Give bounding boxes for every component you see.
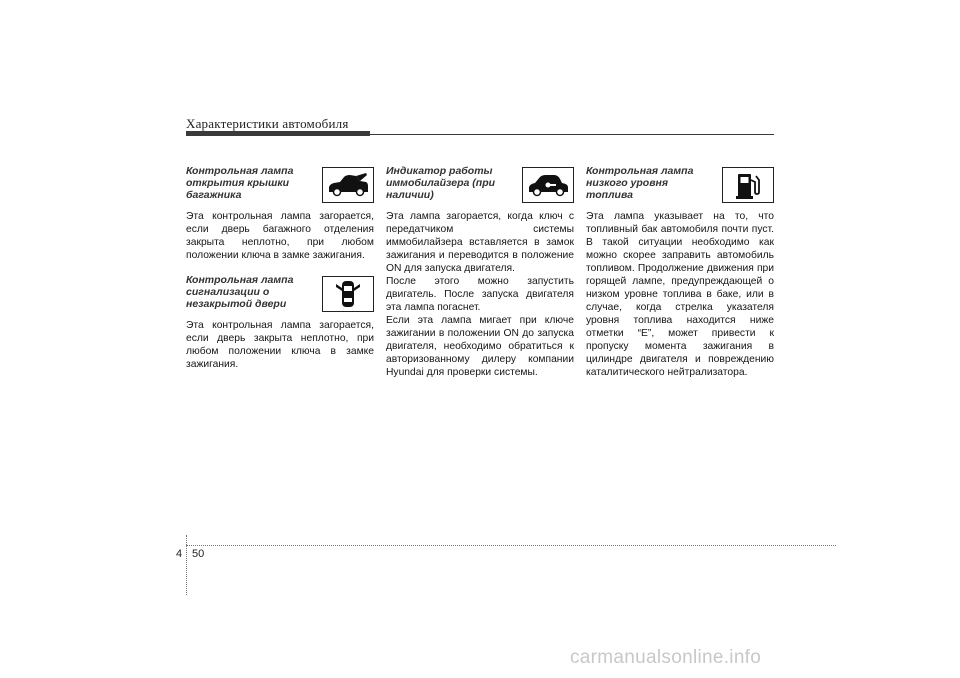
paragraph: Эта контрольная лампа загорается, если дверь багажного отделения закрыта неплотно, при любом положении ключа в замке зажигания. — [186, 211, 374, 261]
footer-vertical-divider — [186, 535, 187, 595]
fuel-pump-icon — [722, 167, 774, 203]
section-title: Индикатор работы иммобилайзера (при наличии) — [386, 165, 496, 201]
section-body — [386, 210, 574, 379]
page-number-value: 50 — [192, 548, 205, 560]
column-2 — [386, 165, 574, 379]
paragraph: Если эта лампа мигает при ключе зажигании в положении ON до запуска двигателя, необходимо обратиться к авторизованному дилеру компании Hyundai для проверки системы. — [386, 315, 574, 378]
section-body — [586, 210, 774, 379]
trunk-open-icon — [322, 167, 374, 203]
trunk-warning-section — [186, 165, 374, 262]
watermark: carmanualsonline.info — [570, 647, 762, 668]
column-1 — [186, 165, 374, 371]
section-body — [186, 210, 374, 262]
section-body — [186, 319, 374, 371]
column-3 — [586, 165, 774, 379]
immobilizer-car-key-icon — [522, 167, 574, 203]
door-ajar-section — [186, 274, 374, 371]
paragraph: Эта контрольная лампа загорается, если дверь закрыта неплотно, при любом положении ключа в замке зажигания. — [186, 320, 374, 370]
section-title: Контрольная лампа сигнализации о незакрытой двери — [186, 274, 294, 310]
page-header-title: Характеристики автомобиля — [186, 116, 349, 131]
door-ajar-icon — [322, 276, 374, 312]
header-bar — [186, 131, 370, 136]
chapter-number: 4 — [176, 548, 183, 560]
footer-divider — [186, 545, 836, 546]
section-title: Контрольная лампа низкого уровня топлива — [586, 165, 694, 201]
paragraph: После этого можно запустить двигатель. После запуска двигателя эта лампа погаснет. — [386, 276, 574, 313]
section-title: Контрольная лампа открытия крышки багажника — [186, 165, 294, 201]
paragraph: Эта лампа загорается, когда ключ с передатчиком системы иммобилайзера вставляется в замок зажигания и переводится в положение ON для запуска двигателя. — [386, 211, 574, 274]
low-fuel-section — [586, 165, 774, 379]
immobilizer-section — [386, 165, 574, 379]
header-rule — [370, 134, 774, 135]
paragraph: Эта лампа указывает на то, что топливный бак автомобиля почти пуст. В такой ситуации необходимо как можно скорее заправить автомобиль топливом. Продолжение движения при горящей лампе, предупреждающей о низком уровне топлива в баке, или в случае, когда стрелка указателя уровня топлива находится ниже отметки “E”, может привести к пропуску момента зажигания в цилиндре двигателя и повреждению каталитического нейтрализатора. — [586, 211, 774, 378]
